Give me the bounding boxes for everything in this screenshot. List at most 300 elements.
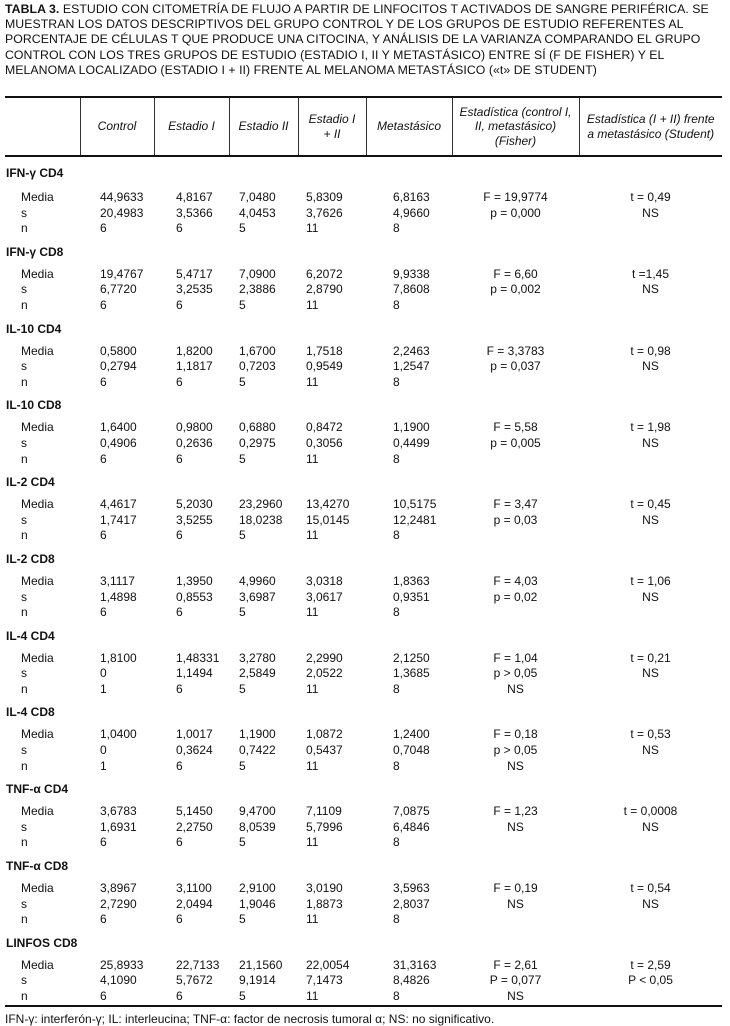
cell-fisher: NS [452, 989, 579, 1006]
cell-estadio-1: 6 [176, 374, 183, 389]
cell-student: t = 1,98 [630, 420, 671, 435]
cell-control: 0 [100, 666, 107, 681]
cell-control: 0,5800 [100, 343, 137, 358]
cell-metastasico: 9,9338 [393, 266, 430, 281]
group-title-row [5, 467, 722, 497]
cell-estadio-1: 5,2030 [176, 497, 213, 512]
cell-estadio-1-2: 11 [306, 451, 319, 466]
stat-label: n [21, 374, 28, 389]
cell-metastasico: 8 [393, 912, 400, 927]
cell-estadio-1-2: 11 [306, 912, 319, 927]
stat-label: n [21, 605, 28, 620]
cell-fisher: F = 2,61 [493, 957, 538, 972]
cell-student [579, 298, 722, 314]
group-title-row [5, 390, 722, 420]
cell-estadio-2: 5 [239, 605, 246, 620]
cell-metastasico: 1,8363 [393, 573, 430, 588]
cell-student: t = 0,45 [630, 497, 671, 512]
group-title: IL-10 CD4 [6, 321, 62, 336]
cell-fisher: F = 1,04 [493, 650, 538, 665]
cell-control: 6 [100, 528, 107, 543]
cell-estadio-1-2: 3,0190 [306, 881, 343, 896]
cell-control: 6 [100, 221, 107, 236]
cell-fisher: NS [507, 681, 524, 696]
cell-metastasico: 8 [393, 681, 400, 696]
cell-estadio-2: 8,0539 [239, 819, 276, 834]
cell-estadio-1: 2,0494 [176, 896, 213, 911]
table-row [5, 651, 722, 667]
table-row [5, 436, 722, 452]
cell-metastasico: 0,9351 [393, 589, 430, 604]
cell-estadio-2: 0,2975 [239, 435, 276, 450]
table-row [5, 344, 722, 360]
stat-label: s [21, 743, 27, 758]
cell-student: NS [642, 359, 659, 374]
cell-estadio-1-2: 15,0145 [306, 512, 350, 527]
table-document [5, 0, 722, 1026]
table-row [5, 282, 722, 298]
cell-fisher: F = 5,58 [493, 420, 538, 435]
cell-estadio-1: 5,4717 [176, 266, 213, 281]
cell-control: 1,4898 [100, 589, 137, 604]
cell-metastasico: 2,8037 [393, 896, 430, 911]
group-title: TNF-α CD8 [6, 859, 69, 874]
cell-fisher: p = 0,002 [490, 282, 541, 297]
cell-estadio-1: 1,1494 [176, 666, 213, 681]
cell-estadio-1: 1,8200 [176, 343, 213, 358]
cytometry-table [5, 96, 722, 1007]
cell-student: t =1,45 [631, 266, 670, 281]
cell-estadio-1: 0,2636 [176, 435, 213, 450]
cell-student: t = 0,98 [630, 343, 671, 358]
cell-metastasico: 8 [393, 297, 400, 312]
cell-estadio-1-2: 5,8309 [306, 190, 343, 204]
cell-estadio-1-2: 2,2990 [306, 650, 343, 665]
cell-estadio-2: 2,9100 [239, 881, 276, 896]
cell-estadio-1: 2,2750 [176, 819, 213, 834]
cell-metastasico: 1,1900 [393, 420, 430, 435]
group-title: LINFOS CD8 [6, 935, 78, 950]
cell-student: t = 0,0008 [623, 804, 678, 819]
cell-student: NS [642, 896, 659, 911]
cell-estadio-1-2: 11 [306, 221, 319, 236]
stat-label: n [21, 912, 28, 927]
stat-label: Media [21, 727, 54, 742]
cell-metastasico: 0,4499 [393, 435, 430, 450]
cell-student: t = 0,21 [630, 650, 671, 665]
cell-student: NS [642, 666, 659, 681]
stat-label: Media [21, 343, 54, 358]
cell-estadio-2: 5 [229, 989, 298, 1006]
cell-control: 19,4767 [100, 266, 144, 281]
group-title: IL-4 CD8 [6, 705, 55, 720]
cell-student: NS [642, 282, 659, 297]
cell-estadio-1: 0,3624 [176, 743, 213, 758]
table-row [5, 513, 722, 529]
cell-estadio-2: 5 [239, 451, 246, 466]
cell-estadio-1-2: 22,0054 [306, 957, 350, 972]
table-row [5, 375, 722, 391]
cell-metastasico: 8 [393, 374, 400, 389]
cell-control: 6 [100, 451, 107, 466]
cell-student [579, 912, 722, 928]
table-row [5, 759, 722, 775]
cell-fisher [452, 835, 579, 851]
cell-control: 3,6783 [100, 804, 137, 819]
table-row [5, 452, 722, 468]
group-title-row [5, 156, 722, 190]
stat-label: Media [21, 881, 54, 896]
table-row [5, 835, 722, 851]
cell-metastasico: 2,1250 [393, 650, 430, 665]
cell-control: 0,2794 [100, 359, 137, 374]
table-row [5, 989, 722, 1006]
cell-estadio-2: 5 [239, 758, 246, 773]
group-title: IL-10 CD8 [6, 398, 62, 413]
header-estadio-1-2: Estadio I + II [298, 97, 366, 156]
cell-estadio-1-2: 7,1473 [306, 973, 343, 988]
cell-estadio-1-2: 11 [306, 374, 319, 389]
cell-student [579, 682, 722, 698]
table-row [5, 590, 722, 606]
cell-estadio-2: 0,7203 [239, 359, 276, 374]
cell-estadio-2: 23,2960 [239, 497, 283, 512]
table-body [5, 156, 722, 1006]
group-title-row [5, 774, 722, 804]
table-row [5, 605, 722, 621]
cell-control: 6 [100, 297, 107, 312]
cell-estadio-1-2: 11 [306, 528, 319, 543]
table-row [5, 912, 722, 928]
cell-fisher: F = 1,23 [493, 804, 538, 819]
cell-estadio-1-2: 2,0522 [306, 666, 343, 681]
stat-label: s [21, 435, 27, 450]
cell-fisher: NS [507, 896, 524, 911]
table-row [5, 190, 722, 206]
stat-label: n [21, 451, 28, 466]
stat-label: s [21, 589, 27, 604]
cell-estadio-2: 18,0238 [239, 512, 283, 527]
cell-estadio-2: 5 [239, 374, 246, 389]
cell-fisher: F = 6,60 [493, 266, 538, 281]
stat-label: s [21, 819, 27, 834]
cell-fisher [452, 298, 579, 314]
cell-estadio-1: 6 [176, 835, 183, 850]
cell-estadio-1: 6 [176, 758, 183, 773]
group-title: IFN-γ CD4 [6, 166, 64, 180]
cell-control: 6 [100, 605, 107, 620]
cell-control: 1 [100, 758, 107, 773]
cell-estadio-1: 4,8167 [176, 190, 213, 204]
cell-control: 6 [100, 835, 107, 850]
cell-estadio-2: 1,6700 [239, 343, 276, 358]
group-title-row [5, 237, 722, 267]
cell-fisher: p = 0,02 [493, 589, 538, 604]
cell-control: 6,7720 [100, 282, 137, 297]
cell-estadio-2: 7,0900 [239, 266, 276, 281]
cell-estadio-1-2: 11 [306, 297, 319, 312]
cell-metastasico: 8 [393, 605, 400, 620]
cell-control: 1 [100, 681, 107, 696]
table-row [5, 206, 722, 222]
cell-fisher [452, 912, 579, 928]
group-title: TNF-α CD4 [6, 782, 69, 797]
cell-control: 3,1117 [100, 573, 135, 588]
cell-student: NS [642, 743, 659, 758]
group-title: IL-2 CD8 [6, 551, 55, 566]
cell-student [579, 528, 722, 544]
table-title: ESTUDIO CON CITOMETRÍA DE FLUJO A PARTIR DE LINFOCITOS T ACTIVADOS DE SANGRE PERIFÉRICA. SE MUESTRAN LOS DATOS DESCRIPTIVOS DEL GRUPO CONTROL Y DE LOS GRUPOS DE ESTUDIO REFERENTES AL PORCENTAJE DE CÉLULAS T QUE PRODUCE UNA CITOCINA, Y ANÁLISIS DE LA VARIANZA COMPARANDO EL GRUPO CONTROL CON LOS TRES GRUPOS DE ESTUDIO (ESTADIO I, II Y METASTÁSICO) ENTRE SÍ (F DE FISHER) Y EL MELANOMA LOCALIZADO (ESTADIO I + II) FRENTE AL MELANOMA METASTÁSICO («t» DE STUDENT) [5, 2, 709, 77]
cell-control: 3,8967 [100, 881, 137, 896]
cell-estadio-2: 2,5849 [239, 666, 276, 681]
cell-estadio-1-2: 0,8472 [306, 420, 343, 435]
stat-label: s [21, 896, 27, 911]
group-title: IL-2 CD4 [6, 475, 55, 490]
cell-estadio-1-2: 5,7996 [306, 819, 343, 834]
cell-estadio-2: 3,2780 [239, 650, 276, 665]
cell-metastasico: 8 [393, 528, 400, 543]
cell-student: NS [642, 205, 659, 220]
cell-estadio-1: 6 [176, 912, 183, 927]
cell-metastasico: 0,7048 [393, 743, 430, 758]
cell-estadio-2: 1,1900 [239, 727, 276, 742]
cell-fisher [452, 528, 579, 544]
cell-estadio-1-2: 3,7626 [306, 205, 343, 220]
cell-control: 2,7290 [100, 896, 137, 911]
stat-label: s [21, 205, 27, 220]
cell-estadio-1: 1,3950 [176, 573, 213, 588]
cell-fisher: p = 0,03 [493, 512, 538, 527]
cell-metastasico: 31,3163 [393, 957, 437, 972]
header-student: Estadística (I + II) frente a metastásico (Student) [579, 97, 722, 156]
group-title-row [5, 544, 722, 574]
cell-student: t = 0,49 [630, 190, 671, 204]
cell-metastasico: 1,3685 [393, 666, 430, 681]
group-title-row [5, 851, 722, 881]
group-title-row [5, 621, 722, 651]
cell-estadio-1-2: 1,7518 [306, 343, 343, 358]
group-title-row [5, 928, 722, 958]
cell-control: 6 [100, 374, 107, 389]
cell-estadio-1: 1,48331 [176, 650, 220, 665]
cell-estadio-1: 5,1450 [176, 804, 213, 819]
cell-estadio-1-2: 1,8873 [306, 896, 343, 911]
cell-control: 20,4983 [100, 205, 144, 220]
cell-metastasico: 8,4826 [393, 973, 430, 988]
table-row [5, 743, 722, 759]
cell-estadio-1: 6 [176, 451, 183, 466]
cell-fisher [452, 375, 579, 391]
stat-label: s [21, 359, 27, 374]
cell-estadio-1-2: 11 [306, 681, 319, 696]
stat-label: Media [21, 497, 54, 512]
table-row [5, 221, 722, 237]
cell-estadio-2: 7,0480 [239, 190, 276, 204]
cell-metastasico: 12,2481 [393, 512, 437, 527]
header-metastasico: Metastásico [366, 97, 452, 156]
cell-estadio-1-2: 3,0318 [306, 573, 343, 588]
cell-estadio-1: 6 [176, 221, 183, 236]
cell-fisher [452, 452, 579, 468]
cell-estadio-1: 6 [176, 605, 183, 620]
cell-fisher: F = 19,9774 [483, 190, 548, 204]
table-row [5, 804, 722, 820]
cell-estadio-1: 3,1100 [176, 881, 212, 896]
stat-label: n [21, 528, 28, 543]
cell-estadio-1-2: 11 [306, 758, 319, 773]
cell-student: NS [642, 435, 659, 450]
stat-label: s [21, 666, 27, 681]
cell-control: 0 [100, 743, 107, 758]
cell-estadio-1: 6 [154, 989, 229, 1006]
cell-student: t = 0,53 [630, 727, 671, 742]
table-row [5, 727, 722, 743]
cell-fisher: p > 0,05 [493, 666, 538, 681]
table-row [5, 528, 722, 544]
cell-student [579, 452, 722, 468]
cell-control: 1,6931 [100, 819, 137, 834]
cell-estadio-1-2: 0,3056 [306, 435, 343, 450]
cell-metastasico: 7,0875 [393, 804, 430, 819]
table-row [5, 958, 722, 974]
table-caption [5, 2, 722, 96]
table-row [5, 973, 722, 989]
stat-label: n [5, 989, 80, 1006]
cell-estadio-1-2: 7,1109 [306, 804, 342, 819]
cell-fisher: F = 3,3783 [486, 343, 545, 358]
cell-estadio-1: 22,7133 [176, 957, 220, 972]
cell-fisher: p = 0,005 [490, 435, 541, 450]
cell-student [579, 605, 722, 621]
header-control: Control [80, 97, 154, 156]
cell-estadio-1: 1,1817 [176, 359, 213, 374]
cell-estadio-1-2: 6,2072 [306, 266, 343, 281]
table-row [5, 267, 722, 283]
cell-student: NS [642, 589, 659, 604]
cell-fisher: p = 0,000 [490, 205, 541, 220]
stat-label: s [21, 512, 27, 527]
cell-estadio-2: 0,7422 [239, 743, 276, 758]
header-blank [5, 97, 80, 156]
stat-label: s [21, 282, 27, 297]
stat-label: n [21, 758, 28, 773]
cell-estadio-2: 5 [239, 681, 246, 696]
cell-control: 4,4617 [100, 497, 137, 512]
cell-estadio-1-2: 11 [306, 605, 319, 620]
cell-control: 1,6400 [100, 420, 137, 435]
cell-control: 25,8933 [100, 957, 144, 972]
cell-metastasico: 2,2463 [393, 343, 430, 358]
cell-fisher: F = 0,18 [493, 727, 538, 742]
cell-estadio-2: 5 [239, 297, 246, 312]
cell-metastasico: 7,8608 [393, 282, 430, 297]
cell-fisher: F = 4,03 [493, 573, 538, 588]
stat-label: n [21, 297, 28, 312]
cell-estadio-1-2: 2,8790 [306, 282, 343, 297]
stat-label: Media [21, 420, 54, 435]
cell-student: t = 0,54 [630, 881, 671, 896]
cell-estadio-2: 9,1914 [239, 973, 276, 988]
cell-metastasico: 1,2547 [393, 359, 430, 374]
cell-estadio-1: 3,2535 [176, 282, 213, 297]
table-row [5, 881, 722, 897]
cell-estadio-1-2: 0,9549 [306, 359, 343, 374]
stat-label: Media [21, 957, 54, 972]
cell-estadio-1: 1,0017 [176, 727, 213, 742]
cell-control: 6 [80, 989, 154, 1006]
cell-estadio-1: 6 [176, 528, 183, 543]
cell-estadio-2: 0,6880 [239, 420, 276, 435]
cell-metastasico: 8 [366, 989, 452, 1006]
cell-estadio-2: 4,9960 [239, 573, 276, 588]
cell-control: 1,7417 [100, 512, 137, 527]
cell-metastasico: 4,9660 [393, 205, 430, 220]
cell-estadio-1: 5,7672 [176, 973, 213, 988]
header-row [5, 97, 722, 156]
group-title: IL-4 CD4 [6, 628, 55, 643]
table-label: TABLA 3. [5, 2, 60, 16]
cell-estadio-1: 6 [176, 297, 183, 312]
cell-metastasico: 3,5963 [393, 881, 430, 896]
header-fisher: Estadística (control I, II, metastásico) (Fisher) [452, 97, 579, 156]
table-row [5, 666, 722, 682]
stat-label: Media [21, 804, 54, 819]
stat-label: n [21, 221, 28, 236]
cell-estadio-2: 21,1560 [239, 957, 283, 972]
table-row [5, 897, 722, 913]
cell-estadio-1: 3,5255 [176, 512, 213, 527]
cell-student [579, 835, 722, 851]
stat-label: Media [21, 190, 54, 204]
cell-student: P < 0,05 [628, 973, 673, 988]
cell-estadio-2: 2,3886 [239, 282, 276, 297]
cell-control: 1,8100 [100, 650, 137, 665]
group-title-row [5, 697, 722, 727]
header-estadio-2: Estadio II [229, 97, 298, 156]
cell-fisher: NS [507, 758, 524, 773]
cell-estadio-1-2: 1,0872 [306, 727, 343, 742]
table-footnote: IFN-γ: interferón-γ; IL: interleucina; TNF-α: factor de necrosis tumoral α; NS: no significativo. [5, 1011, 495, 1026]
group-title-row [5, 314, 722, 344]
cell-fisher: F = 0,19 [493, 881, 538, 896]
stat-label: Media [21, 650, 54, 665]
cell-control: 0,4906 [100, 435, 137, 450]
cell-metastasico: 8 [393, 835, 400, 850]
cell-fisher [452, 605, 579, 621]
cell-estadio-2: 5 [239, 835, 246, 850]
cell-fisher: F = 3,47 [493, 497, 538, 512]
cell-fisher: P = 0,077 [489, 973, 542, 988]
cell-metastasico: 8 [393, 221, 400, 236]
cell-metastasico: 6,4846 [393, 819, 430, 834]
cell-estadio-1: 6 [176, 681, 183, 696]
stat-label: Media [21, 573, 54, 588]
cell-metastasico: 6,8163 [393, 190, 430, 204]
cell-student [579, 989, 722, 1006]
cell-estadio-2: 3,6987 [239, 589, 276, 604]
cell-fisher: NS [507, 819, 524, 834]
table-row [5, 420, 722, 436]
cell-estadio-1: 0,8553 [176, 589, 213, 604]
cell-estadio-2: 5 [239, 528, 246, 543]
cell-control: 4,1090 [100, 973, 137, 988]
stat-label: n [21, 835, 28, 850]
cell-student: t = 2,59 [630, 957, 671, 972]
cell-estadio-1: 0,9800 [176, 420, 213, 435]
cell-estadio-2: 1,9046 [239, 896, 276, 911]
cell-metastasico: 1,2400 [393, 727, 430, 742]
stat-label: Media [21, 266, 54, 281]
